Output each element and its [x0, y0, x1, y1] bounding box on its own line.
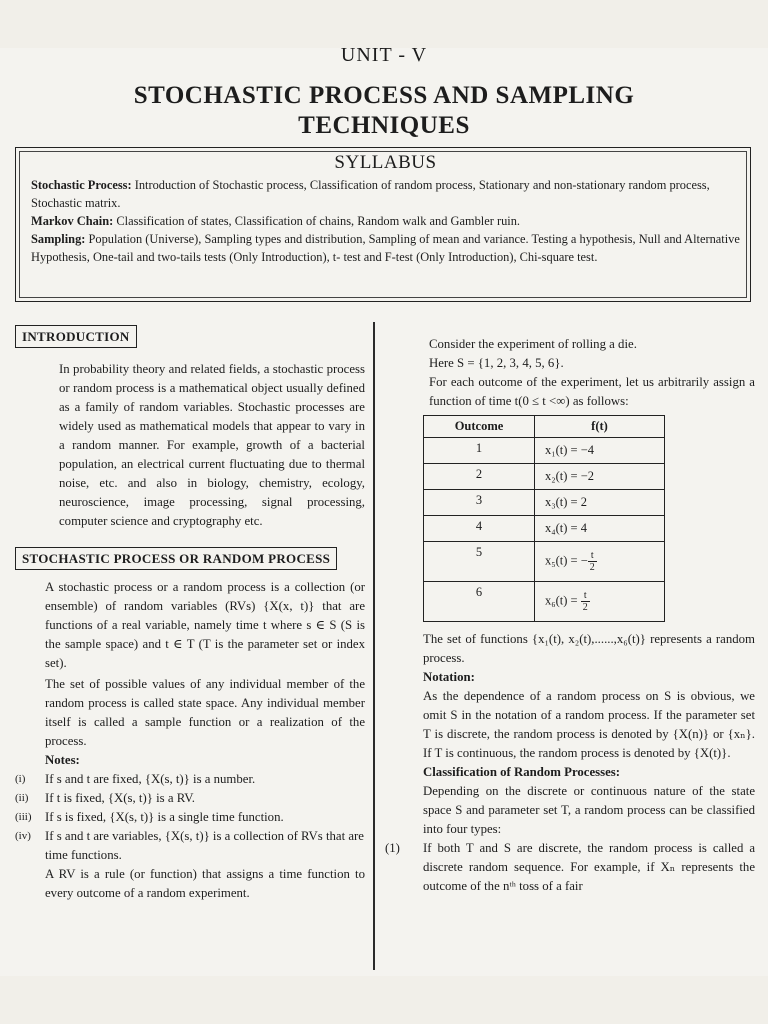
table-row [424, 464, 665, 490]
table-row [424, 490, 665, 516]
notation-paragraph: As the dependence of a random process on S is obvious, we omit S in the notation of a random process. If the parameter set T is discrete, the random process is denoted by {X(n)} or {xₙ}. If T is continuous, the random process is denoted by {X(t)}. [423, 689, 755, 760]
outcome-table [423, 415, 665, 622]
note-item [15, 789, 365, 808]
unit-label: UNIT - V [340, 44, 428, 66]
function-cell: x₁(t) = −4 [535, 438, 665, 464]
syllabus-sampling [31, 230, 740, 266]
chapter-title-line2: TECHNIQUES [298, 112, 470, 139]
note-item [15, 827, 365, 865]
outcome-cell: 6 [424, 582, 535, 622]
note-item [15, 808, 365, 827]
syllabus-stochastic-label: Stochastic Process: [31, 178, 132, 192]
note-number: (iii) [15, 811, 32, 823]
syllabus-heading: SYLLABUS [334, 152, 437, 173]
syllabus-sampling-label: Sampling: [31, 232, 86, 246]
set-of-functions-line: The set of functions {x₁(t), x₂(t),......,x₆(t)} represents a random process. [423, 632, 755, 665]
note-text: If t is fixed, {X(s, t)} is a RV. [45, 791, 196, 805]
outcome-cell: 5 [424, 542, 535, 582]
fraction-denominator: 2 [589, 562, 595, 573]
outcome-cell: 1 [424, 438, 535, 464]
table-row [424, 582, 665, 622]
syllabus-markov-label: Markov Chain: [31, 214, 114, 228]
table-row [424, 542, 665, 582]
process-heading: STOCHASTIC PROCESS OR RANDOM PROCESS [15, 547, 337, 570]
process-paragraph-1: A stochastic process or a random process is a collection (or ensemble) of random variables (RVs) {X(x, t)} that are functions of a real variable, namely time t where s ∈ S (S is the sample space) and t ∈ T (T is the parameter set or index set). [45, 580, 365, 670]
syllabus-markov-text: Classification of states, Classification of chains, Random walk and Gambler ruin. [113, 214, 521, 228]
right-column [385, 335, 755, 896]
function-cell: x₂(t) = −2 [535, 464, 665, 490]
outcome-cell: 3 [424, 490, 535, 516]
function-cell: x₄(t) = 4 [535, 516, 665, 542]
outcome-cell: 2 [424, 464, 535, 490]
table-row [424, 516, 665, 542]
fraction-numerator: t [588, 550, 597, 562]
fraction [588, 550, 597, 573]
fraction-numerator: t [581, 590, 590, 602]
table-header-f: f(t) [535, 416, 665, 438]
process-paragraph-3: A RV is a rule (or function) that assigns a time function to every outcome of a random experiment. [45, 867, 365, 900]
rolling-die-line: Consider the experiment of rolling a die. [429, 337, 637, 351]
fraction [581, 590, 590, 613]
item-number: (1) [385, 841, 400, 855]
note-text: If s is fixed, {X(s, t)} is a single time function. [45, 810, 284, 824]
syllabus-markov [31, 212, 740, 230]
syllabus-box [15, 147, 751, 302]
chapter-title-line1: STOCHASTIC PROCESS AND SAMPLING [133, 82, 635, 109]
function-cell [535, 582, 665, 622]
notes-label: Notes: [45, 753, 80, 767]
table-header-row [424, 416, 665, 438]
note-number: (ii) [15, 792, 29, 804]
note-text: If s and t are fixed, {X(s, t)} is a number. [45, 772, 256, 786]
syllabus-stochastic-text: Introduction of Stochastic process, Classification of random process, Stationary and non-stationary random process, Stochastic matrix. [31, 178, 710, 210]
intro-heading: INTRODUCTION [15, 325, 137, 348]
notes-list [15, 770, 365, 865]
fraction-denominator: 2 [582, 602, 588, 613]
syllabus-stochastic [31, 176, 740, 212]
intro-paragraph: In probability theory and related fields, a stochastic process or random process is a mathematical object usually defined as a family of random variables. Stochastic processes are widely used as mathematical models that appear to vary in a random manner. For example, growth of a bacterial population, an electrical current fluctuating due to thermal noise, etc. and also in biology, chemistry, ecology, neuroscience, image processing, signal processing, computer science and cryptography etc. [59, 362, 365, 528]
function-cell [535, 542, 665, 582]
function-cell: x₃(t) = 2 [535, 490, 665, 516]
notation-label: Notation: [423, 670, 475, 684]
note-item [15, 770, 365, 789]
table-row [424, 438, 665, 464]
left-column [15, 325, 365, 903]
sample-space-line: Here S = {1, 2, 3, 4, 5, 6}. [429, 356, 564, 370]
function-prefix: x₆(t) = [545, 593, 581, 608]
note-text: If s and t are variables, {X(s, t)} is a collection of RVs that are time functions. [45, 829, 364, 862]
table-header-outcome: Outcome [424, 416, 535, 438]
outcome-cell: 4 [424, 516, 535, 542]
process-heading-wrap [15, 547, 365, 570]
syllabus-sampling-text: Population (Universe), Sampling types and distribution, Sampling of mean and variance. Testing a hypothesis, Null and Alternative Hypothesis, One-tail and two-tails tests (Only Introduction), t- test and F-test (Only Introduction), Chi-square test. [31, 232, 740, 264]
item-text: If both T and S are discrete, the random process is called a discrete random sequence. For example, if Xₙ represents the outcome of the nᵗʰ toss of a fair [423, 841, 755, 893]
note-number: (i) [15, 773, 26, 785]
note-number: (iv) [15, 830, 31, 842]
classification-item [385, 839, 755, 896]
process-paragraph-2: The set of possible values of any individual member of the random process is called state space. Any individual member itself is called a sample function or a realization of the process. [45, 677, 365, 748]
function-prefix: x₅(t) = − [545, 553, 588, 568]
assign-function-line: For each outcome of the experiment, let us arbitrarily assign a function of time t(0 ≤ t <∞) as follows: [429, 375, 755, 408]
column-divider [373, 322, 375, 970]
classification-paragraph: Depending on the discrete or continuous nature of the state space S and parameter set T, a random process can be classified into four types: [423, 784, 755, 836]
classification-label: Classification of Random Processes: [423, 765, 621, 779]
